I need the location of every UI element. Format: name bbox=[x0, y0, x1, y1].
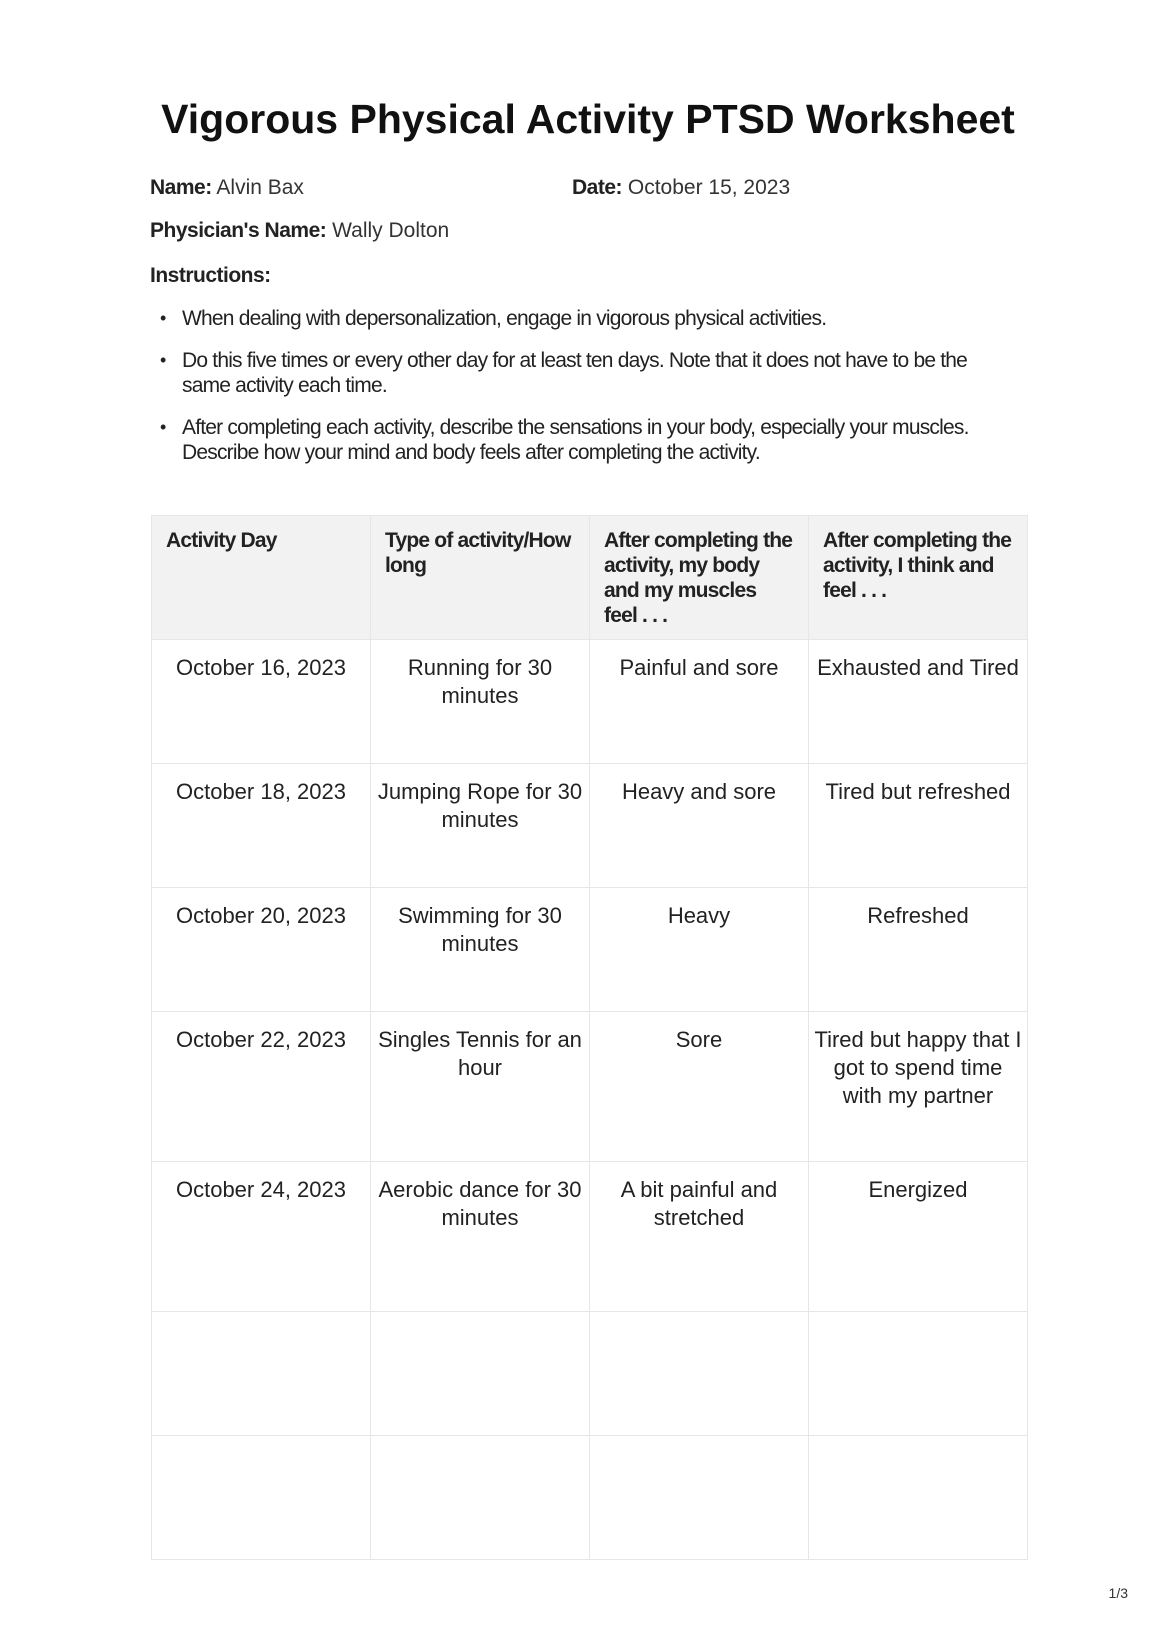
mind-feel-cell: Energized bbox=[809, 1162, 1028, 1312]
mind-feel-cell: Tired but refreshed bbox=[809, 764, 1028, 888]
physician-label: Physician's Name: bbox=[150, 219, 327, 242]
mind-feel-cell bbox=[809, 1436, 1028, 1560]
page-number: 1/3 bbox=[1108, 1585, 1128, 1601]
page-title: Vigorous Physical Activity PTSD Worksheet bbox=[161, 96, 1015, 142]
activity-type-cell: Singles Tennis for an hour bbox=[371, 1012, 590, 1162]
activity-day-cell: October 22, 2023 bbox=[152, 1012, 371, 1162]
body-feel-cell: Heavy and sore bbox=[590, 764, 809, 888]
physician-value: Wally Dolton bbox=[332, 219, 450, 242]
activity-type-cell bbox=[371, 1436, 590, 1560]
table-row bbox=[152, 888, 1028, 1012]
table-row bbox=[152, 1436, 1028, 1560]
physician-field bbox=[150, 219, 449, 243]
body-feel-cell: Painful and sore bbox=[590, 640, 809, 764]
mind-feel-cell: Refreshed bbox=[809, 888, 1028, 1012]
activity-type-cell: Running for 30 minutes bbox=[371, 640, 590, 764]
instructions-list bbox=[150, 306, 1020, 482]
activity-day-cell: October 20, 2023 bbox=[152, 888, 371, 1012]
table-row bbox=[152, 1162, 1028, 1312]
instruction-item: • After completing each activity, describe the sensations in your body, especially your muscles. Describe how your mind and body feels after completing the activity. bbox=[150, 415, 1020, 465]
activity-type-cell bbox=[371, 1312, 590, 1436]
date-label: Date: bbox=[572, 176, 623, 199]
name-value: Alvin Bax bbox=[216, 176, 304, 199]
body-feel-cell bbox=[590, 1436, 809, 1560]
mind-feel-cell bbox=[809, 1312, 1028, 1436]
header-activity-day: Activity Day bbox=[152, 516, 371, 640]
body-feel-cell: Heavy bbox=[590, 888, 809, 1012]
body-feel-cell bbox=[590, 1312, 809, 1436]
table-row bbox=[152, 1312, 1028, 1436]
activity-type-cell: Jumping Rope for 30 minutes bbox=[371, 764, 590, 888]
table-row bbox=[152, 1012, 1028, 1162]
header-activity-type: Type of activity/How long bbox=[371, 516, 590, 640]
activity-day-cell: October 18, 2023 bbox=[152, 764, 371, 888]
mind-feel-cell: Tired but happy that I got to spend time with my partner bbox=[809, 1012, 1028, 1162]
instruction-item: • When dealing with depersonalization, engage in vigorous physical activities. bbox=[150, 306, 1020, 331]
activity-day-cell: October 16, 2023 bbox=[152, 640, 371, 764]
name-field bbox=[150, 176, 304, 200]
table-row bbox=[152, 640, 1028, 764]
activity-log-table bbox=[151, 515, 1028, 1560]
body-feel-cell: Sore bbox=[590, 1012, 809, 1162]
table-header-row bbox=[152, 516, 1028, 640]
table-row bbox=[152, 764, 1028, 888]
header-body-feel: After completing the activity, my body and my muscles feel . . . bbox=[590, 516, 809, 640]
activity-type-cell: Aerobic dance for 30 minutes bbox=[371, 1162, 590, 1312]
activity-day-cell bbox=[152, 1436, 371, 1560]
activity-day-cell: October 24, 2023 bbox=[152, 1162, 371, 1312]
header-mind-feel: After completing the activity, I think and feel . . . bbox=[809, 516, 1028, 640]
name-label: Name: bbox=[150, 176, 212, 199]
date-field bbox=[572, 176, 790, 200]
activity-type-cell: Swimming for 30 minutes bbox=[371, 888, 590, 1012]
mind-feel-cell: Exhausted and Tired bbox=[809, 640, 1028, 764]
body-feel-cell: A bit painful and stretched bbox=[590, 1162, 809, 1312]
date-value: October 15, 2023 bbox=[627, 176, 791, 199]
instruction-item: • Do this five times or every other day for at least ten days. Note that it does not have to be the same activity each time. bbox=[150, 348, 1020, 398]
activity-day-cell bbox=[152, 1312, 371, 1436]
instructions-heading: Instructions: bbox=[150, 264, 271, 287]
